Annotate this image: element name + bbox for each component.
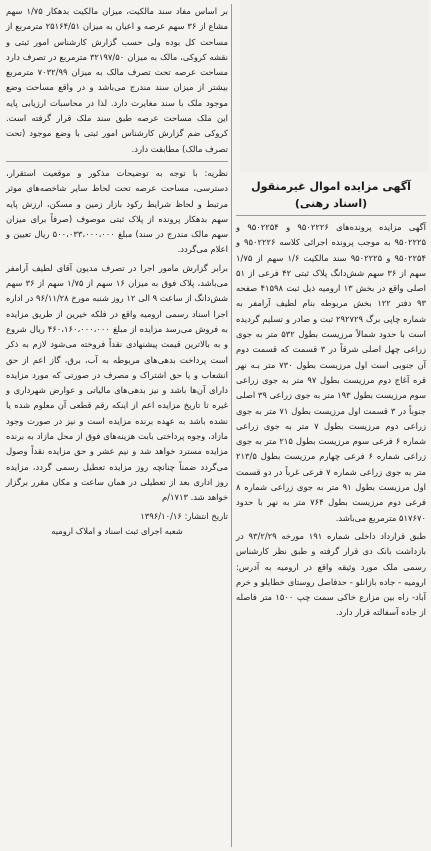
signature-line: شعبه اجرای ثبت اسناد و املاک ارومیه [51,525,183,536]
ownership-paragraph: بر اساس مفاد سند مالکیت، میزان مالکیت بدهکار ۱/۷۵ سهم مشاع از ۳۶ سهم عرصه و اعیان به میزان ۲۵۱۶۴/۵۱ مترمربع از مساحت کل بوده ولی حسب گزارش کارشناس امور ثبتی و نقشه کروکی، مالک به میزان ۳۲۱۹۷/۵۰ مترمربع در تصرف دارد مساحت عرصه تحت تصرف مالک به میزان ۷۰۳۲/۹۹ مترمربع بیشتر از میزان سند مندرج می‌باشد و در واقع مساحت وضع موجود ملک با سند مغایرت دارد. لذا در محاسبات ارزیابی پایه این ملک مساحت عرصه طبق سند ملک قرار گرفته است. کروکی ضم گزارش کارشناس امور ثبتی با وضع موجود (تحت تصرف مالک) مطابقت دارد. [6,6,229,154]
property-description: آگهی مزایده پرونده‌های ۹۵۰۲۲۲۶ و ۹۵۰۲۲۵۴ و ۹۵۰۲۲۲۵ به موجب پرونده اجرائی کلاسه ۹۵۰۲۲۲۶ و ۹۵۰۲۲۵۴ و ۹۵۰۲۲۲۵ سند مالکیت ۱/۶ سهم از ۱/۷۵ سهم از ۳۶ سهم شش‌دانگ پلاک ثبتی ۴۲ فرعی از ۵۱ اصلی واقع در بخش ۱۳ ارومیه ذیل ثبت ۴۱۵۹۸ صفحه ۹۳ دفتر ۱۲۲ بخش مربوطه بنام لطیف آرامفر به شماره چاپی برگ ۲۹۲۷۲۹ ثبت و صادر و تسلیم گردیده است با حدود شمالاً مرزیست بطول ۵۳۲ متر به جوی زراعی چهل اصلی شرقاً در ۳ قسمت که قسمت دوم آن جنوبی است اول مرزیست بطول ۷۳۰ متر بـه نهر قره آغاج دوم مرزیست بطول ۹۷ متر به جوی زراعی سوم مرزیست بطول ۱۹۳ متر به جوی زراعی ۳۹ اصلی جنوباً در ۳ قسمت اول مرزیست بطول ۷۱ متر به جوی زراعی دوم مرزیست بطول ۷ متر به جوی زراعی شماره ۶ فرعی سوم مرزیست بطول ۲۱۵ متر به جوی زراعی شماره ۶ فرعی چهارم مرزیست بطول ۲۱۳/۵ متر به جوی زراعی شماره ۷ فرعی غرباً در دو قسمت اول مرزیست بطول ۹۱ متر به جوی زراعی شماره ۸ فرعی دوم مرزیست بطول ۷۶۴ متر به نهر با حدود ۵۱۷۶۷۰ مترمربع می‌باشد. [236,222,427,523]
publication-date: تاریخ انتشار: ۱۳۹۶/۱۰/۱۶ [140,510,228,521]
appraisal-paragraph: نظریه: با توجه به توضیحات مذکور و موقعیت استقرار، دسترسی، مساحت عرصه تحت لحاظ سایر شاخصه‌های موثر مرتبط و لحاظ شرایط رکود بازار زمین و مسکن، ارزش پایه سهم بدهکار پرونده از پلاک ثبتی موصوف (صرفاً برای میزان سهم مالک مندرج در سند) مبلغ ۵۰۰،۰۳۳،۰۰۰،۰۰۰ ریال تعیین و اعلام می‌گردد. [6,167,228,255]
ad-column-left [6,4,228,539]
mortgage-paragraph: طبق قرارداد داخلی شماره ۱۹۱ مورخه ۹۳/۲/۲۹ در بازداشت بانک دی قرار گرفته و طبق نظر کارشناس رسمی ملک مورد وثیقه واقع در ارومیه به آدرس: ارومیه - جاده بازانلو - حدفاصل روستای خطایلو و خرم آباد- راه بین مزارع خاکی سمت چپ ۱۵۰۰ متر فاصله از جاده آسفالته قرار دارد. [236,530,427,618]
ad-title: آگهی مزایده اموال غیرمنقول (اسناد رهنی) [236,178,426,216]
section-divider [6,161,228,162]
previous-ad-edge [240,0,428,172]
ad-column-right [236,178,426,621]
column-divider [231,4,232,847]
auction-terms-paragraph: برابر گزارش مامور اجرا در تصرف مدیون آقای لطیف آرامفر می‌باشد، پلاک فوق به میزان ۱۶ سهم از ۱/۷۵ سهم از ۳۶ سهم شش‌دانگ از ساعت ۹ الی ۱۲ روز شنبه مورخ ۹۶/۱۱/۲۸ در اداره اجرا اسناد رسمی ارومیه واقع در فلکه خیرین از طریق مزایده به فروش می‌رسد مزایده از مبلغ ۴۶۰،۱۶۰،۰۰۰،۰۰۰ ریال شروع و به بالاترین قیمت پیشنهادی نقداً فروخته می‌شود لازم به ذکر است پرداخت بدهی‌های مربوطه به آب، برق، گاز اعم از حق انشعاب و یا حق اشتراک و مصرف در صورتی که مورد مزایده دارای آن‌ها باشد و نیز بدهی‌های مالیاتی و عوارض شهرداری و غیره تا تاریخ مزایده اعم از اینکه رقم قطعی آن معلوم شده یا نشده باشد به عهده برنده مزایده است و نیز در صورت وجود مازاد، وجوه پرداختی بابت هزینه‌های فوق از محل مازاد به برنده مزایده مسترد خواهد شد و نیم عشر و حق مزایده نقداً وصول می‌گردد ضمناً چنانچه روز مزایده تعطیل رسمی گردد، مزایده روز اداری بعد از تعطیلی در همان ساعت و مکان مقرر برگزار خواهد شد. ۱۷۱۳/م [6,262,229,503]
